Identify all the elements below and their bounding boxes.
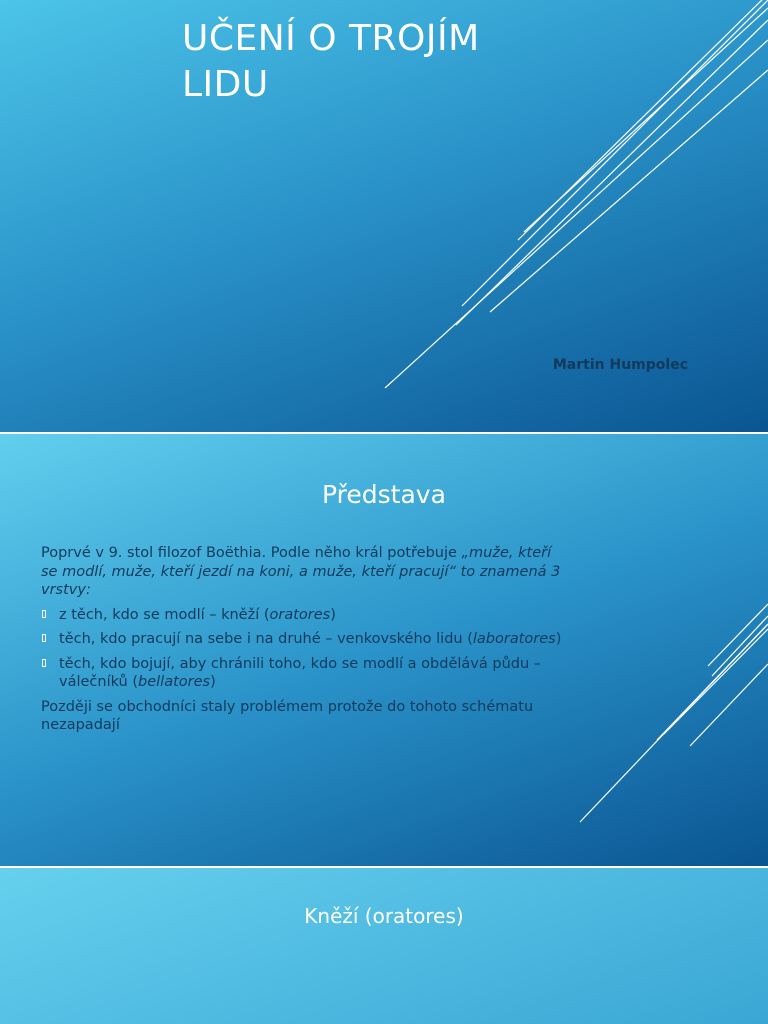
slide-body xyxy=(41,544,571,741)
title-line-2: LIDU xyxy=(182,64,269,105)
slide-heading: Představa xyxy=(322,480,446,509)
bullet-list xyxy=(41,606,571,692)
bullet-icon xyxy=(42,634,46,642)
slide-1 xyxy=(0,0,768,432)
bullet-latin-term: oratores xyxy=(269,606,331,623)
author-name: Martin Humpolec xyxy=(552,357,688,373)
bullet-text: těch, kdo bojují, aby chránili toho, kdo se modlí a obdělává půdu – válečníků ( xyxy=(59,655,542,690)
bullet-icon xyxy=(42,610,46,618)
slide-3 xyxy=(0,868,768,1024)
slide-heading: Kněží (oratores) xyxy=(304,904,464,928)
bullet-text-end: ) xyxy=(555,631,562,647)
list-item xyxy=(41,655,571,692)
bullet-latin-term: bellatores xyxy=(138,674,211,690)
bullet-latin-term: laboratores xyxy=(472,631,556,647)
list-item xyxy=(41,606,571,625)
title-line-1: UČENÍ O TROJÍM xyxy=(182,18,480,59)
bullet-text-end: ) xyxy=(210,674,216,690)
bullet-text: z těch, kdo se modlí – kněží ( xyxy=(59,606,270,623)
slide-title xyxy=(182,16,480,108)
intro-plain: Poprvé v 9. stol filozof Boëthia. Podle něho král potřebuje xyxy=(41,545,462,561)
outro-paragraph: Později se obchodníci staly problémem protože do tohoto schématu nezapadají xyxy=(41,698,534,733)
bullet-text: těch, kdo pracují na sebe i na druhé – venkovského lidu ( xyxy=(59,631,473,647)
intro-quote: „muže, kteří se modlí, muže, kteří jezdí na koni, a muže, kteří pracují“ to znamená 3 vrstvy: xyxy=(41,545,561,598)
bullet-icon xyxy=(42,659,46,667)
intro-paragraph xyxy=(41,544,571,600)
slide-2 xyxy=(0,434,768,866)
list-item xyxy=(41,630,571,649)
bullet-text-end: ) xyxy=(330,606,336,623)
